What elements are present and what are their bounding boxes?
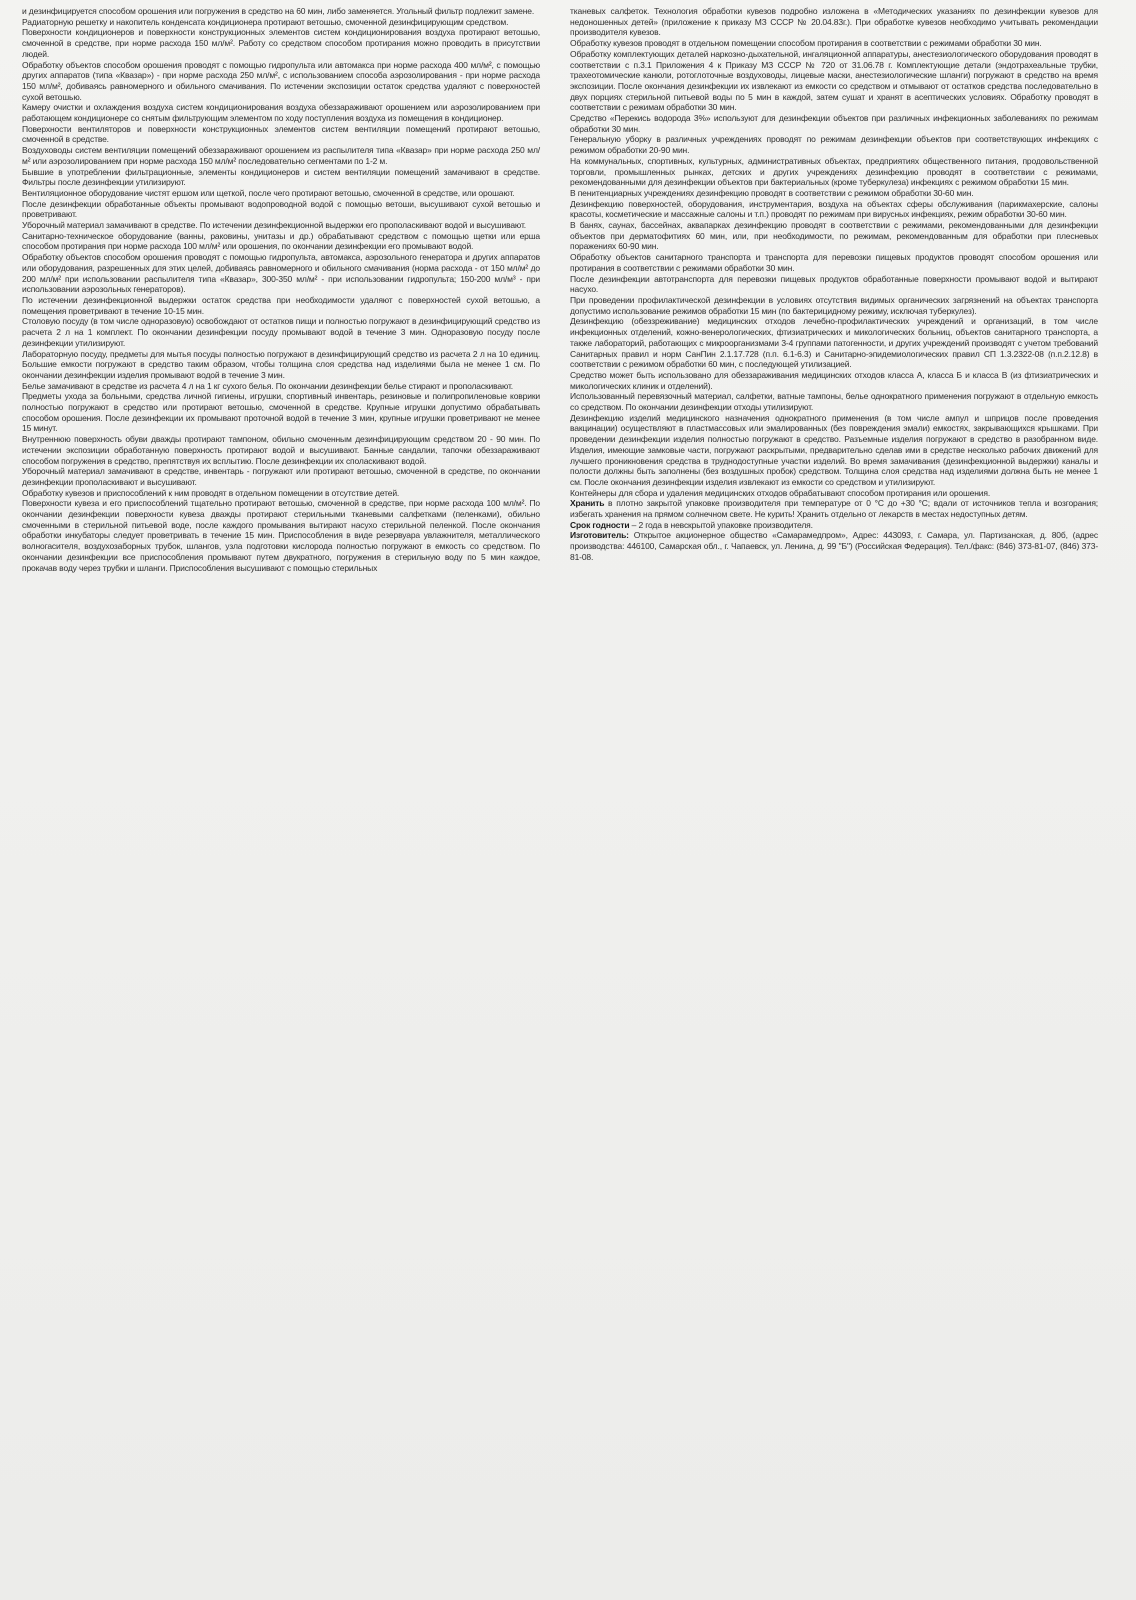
paragraph: По истечении дезинфекционной выдержки остаток средства при необходимости удаляют с поверхностей сухой ветошью, а помещения проветривают в течение 10-15 мин. <box>22 294 540 316</box>
paragraph: Внутреннюю поверхность обуви дважды протирают тампоном, обильно смоченным дезинфицирующим средством 20 - 90 мин. По истечении экспозиции обработанную поверхность протирают водой и высушивают. Банные сандалии, тапочки обеззараживают способом погружения в средство, препятствуя их всплытию. После дезинфекции их споласкивают водой. <box>22 434 540 466</box>
paragraph: Радиаторную решетку и накопитель конденсата кондиционера протирают ветошью, смоченной дезинфицирующим средством. <box>22 16 509 27</box>
paragraph: Дезинфекцию (обеззреживание) медицинских отходов лечебно-профилактических учреждений и организаций, в том числе инфекционных отделений, кожно-венерологических, фтизиатрических и микологических больниц, объектов санитарного транспорта, а также лабораторий, работающих с микроорганизмами 3-4 группами патогенности, и других учреждений производят с учетом требований Санитарных правил и норм СанПин 2.1.17.728 (п.п. 6.1-6.3) и Санитарно-эпидемиологических правил СП 1.3.2322-08 (п.п.2.12.8) в соответствии с режимом обработки 60 мин, с последующей утилизацией. <box>570 316 1098 370</box>
paragraph: Камеру очистки и охлаждения воздуха систем кондиционирования воздуха обеззараживают орошением или аэрозолированием при работающем кондиционере со снятым фильтрующим элементом по ходу поступления воздуха из помещения в кондиционер. <box>22 102 540 124</box>
paragraph: Обработку объектов способом орошения проводят с помощью гидропульта или автомакса при норме расхода 400 мл/м², с помощью других аппаратов (типа «Квазар») - при норме расхода 250 мл/м², с использованием способа аэрозолирования - при норме расхода 150 мл/м², добиваясь равномерного и обильного смачивания. По истечении экспозиции остаток средства удаляют с поверхностей сухой ветошью. <box>22 59 540 102</box>
paragraph: В пенитенциарных учреждениях дезинфекцию проводят в соответствии с режимом обработки 30-60 мин. <box>570 187 974 198</box>
right-paragraphs <box>570 6 1098 498</box>
paragraph: Бывшие в употреблении фильтрационные, элементы кондиционеров и систем вентиляции помещений замачивают в средстве. Фильтры после дезинфекции утилизируют. <box>22 166 540 188</box>
left-text-column <box>22 6 540 1600</box>
paragraph: Уборочный материал замачивают в средстве, инвентарь - погружают или протирают ветошью, смоченной в средстве, по окончании дезинфекции прополаскивают и высушивают. <box>22 466 540 487</box>
paragraph: Использованный перевязочный материал, салфетки, ватные тампоны, белье однократного применения погружают в отдельную емкость со средством. По окончании дезинфекции отходы утилизируют. <box>570 391 1098 413</box>
paragraph: Средство «Перекись водорода 3%» используют для дезинфекции объектов при различных инфекционных заболеваниях по режимам обработки 30 мин. <box>570 113 1098 134</box>
paragraph: На коммунальных, спортивных, культурных, административных объектах, предприятиях общественного питания, продовольственной торговли, промышленных рынках, детских и других учреждениях дезинфекцию проводят в соответствии с режимами, рекомендованными для дезинфекции объектов при бактериальных (кроме туберкулеза) инфекциях с режимом обработки 15 мин. <box>570 155 1098 188</box>
paragraph: Обработку объектов способом орошения проводят с помощью гидропульта, автомакса, аэрозольного генератора и других аппаратов или оборудования, разрешенных для этих целей, добиваясь равномерного и обильного смачивания (норма расхода - от 150 мл/м² до 200 мл/м² при использовании распылителя типа «Квазар», 300-350 мл/м² - при использовании гидропульта; 150-200 мл/м³ - при использовании аэрозольных генераторов). <box>22 252 540 295</box>
paragraph: Столовую посуду (в том числе одноразовую) освобождают от остатков пищи и полностью погружают в дезинфицирующий средство из расчета 2 л на 1 комплект. По окончании дезинфекции посуду промывают водой в течение 3 мин. Одноразовую посуду после дезинфекции утилизируют. <box>22 316 540 348</box>
paragraph: Поверхности вентиляторов и поверхности конструкционных элементов систем вентиляции помещений протирают ветошью, смоченной в средстве. <box>22 123 540 145</box>
paragraph: Дезинфекцию поверхностей, оборудования, инструментария, воздуха на объектах сферы обслуживания (парикмахерские, салоны красоты, косметические и массажные салоны и т.п.) проводят по режимам при вирусных инфекциях, режим обработки 30-60 мин. <box>570 198 1098 220</box>
paragraph: Контейнеры для сбора и удаления медицинских отходов обрабатывают способом протирания или орошения. <box>570 487 991 498</box>
paragraph: тканевых салфеток. Технология обработки кувезов подробно изложена в «Методических указаниях по дезинфекции кувезов для недоношенных детей» (приложение к приказу МЗ СССР № 20.04.83г.). При обработке кувезов необходимо учитывать рекомендации производителя кувезов. <box>570 6 1098 38</box>
manufacturer-text: Открытое акционерное общество «Самарамедпром», Адрес: 443093, г. Самара, ул. Партизанская, д. 80б, (адрес производства: 446100, Самарская обл., г. Чапаевск, ул. Ленина, д. 99 "Б") (Российская Федерация). Тел./факс: (846) 373-81-07, (846) 373-81-08. <box>570 530 1098 562</box>
storage-text: в плотно закрытой упаковке производителя при температуре от 0 °C до +30 °C; вдали от источников тепла и возгорания; избегать хранения на прямом солнечном свете. Не курить! Хранить отдельно от лекарств в местах недоступных детям. <box>570 498 1098 520</box>
paragraph: и дезинфицируется способом орошения или погружения в средство на 60 мин, либо заменяется. Угольный фильтр подлежит замене. <box>22 6 535 16</box>
paragraph: Обработку объектов санитарного транспорта и транспорта для перевозки пищевых продуктов проводят способом орошения или протирания в соответствии с режимами обработки 30 мин. <box>570 252 1098 273</box>
paragraph: Санитарно-техническое оборудование (ванны, раковины, унитазы и др.) обрабатывают средством с помощью щетки или ерша способом протирания при норме расхода 100 мл/м² или орошения, по окончании дезинфекции его промывают водой. <box>22 230 540 252</box>
paragraph: В банях, саунах, бассейнах, аквапарках дезинфекцию проводят в соответствии с режимами, рекомендованными для дезинфекции объектов при дерматофитиях 60 мин, или, при необходимости, по режимам, рекомендованным для обработки при плесневых поражениях 60-90 мин. <box>570 220 1098 252</box>
storage-label: Хранить <box>570 498 605 509</box>
right-text-column <box>570 6 1098 1600</box>
paragraph: Лабораторную посуду, предметы для мытья посуды полностью погружают в дезинфицирующий средство из расчета 2 л на 10 единиц. Большие емкости погружают в средство таким образом, чтобы толщина слоя средства над изделиями была не менее 1 см. По окончании дезинфекции изделия промывают водой в течение 3 мин. <box>22 348 540 380</box>
paragraph: Поверхности кувеза и его приспособлений тщательно протирают ветошью, смоченной в средстве, при норме расхода 100 мл/м². По окончании дезинфекции поверхности кувеза дважды протирают стерильными тканевыми салфетками (пеленками), обильно смоченными в стерильной питьевой воде, после каждого промывания вытирают насухо стерильной пеленкой. После окончания обработки инкубаторы следует проветривать в течение 15 мин. Приспособления в виде резервуара увлажнителя, металлического волногасителя, воздухозаборных трубок, шлангов, узла подготовки кислорода полностью погружают в емкость со средством. По окончании дезинфекции все приспособления промывают путем двукратного, погружения в стерильную воду по 5 мин каждое, прокачав воду через трубки и шланги. Приспособления высушивают с помощью стерильных <box>22 498 540 573</box>
paragraph: Уборочный материал замачивают в средстве. По истечении дезинфекционной выдержки его прополаскивают водой и высушивают. <box>22 220 526 231</box>
paragraph: Предметы ухода за больными, средства личной гигиены, игрушки, спортивный инвентарь, резиновые и полипропиленовые коврики полностью погружают в средство или протирают ветошью, смоченной в средстве. Крупные игрушки допустимо обрабатывать способом орошения. После дезинфекции их промывают проточной водой в течение 3 мин, крупные игрушки проветривают не менее 15 минут. <box>22 391 540 434</box>
paragraph: Поверхности кондиционеров и поверхности конструкционных элементов систем кондиционирования воздуха протирают ветошью, смоченной в средстве, при норме расхода 150 мл/м². Работу со средством способом протирания можно проводить в присутствии людей. <box>22 27 540 59</box>
manufacturer-label: Изготовитель: <box>570 530 629 541</box>
paragraph: Обработку кувезов и приспособлений к ним проводят в отдельном помещении в отсутствие детей. <box>22 487 400 498</box>
paragraph: При проведении профилактической дезинфекции в условиях отсутствия видимых органических загрязнений на объектах транспорта допустимо использование режимов обработки 15 мин (по бактерицидному режиму, исключая туберкулез). <box>570 294 1098 316</box>
shelf-life-text: – 2 года в невскрытой упаковке производителя. <box>629 519 813 530</box>
paragraph: Обработку кувезов проводят в отдельном помещении способом протирания в соответствии с режимами обработки 30 мин. <box>570 38 1042 49</box>
paragraph: Обработку комплектующих деталей наркозно-дыхательной, ингаляционной аппаратуры, анестезиологического оборудования проводят в соответствии с п.3.1 Приложения 4 к Приказу МЗ СССР № 720 от 31.06.78 г. Комплектующие детали (эндотрахеальные трубки, трахеотомические канюли, ротоглоточные воздуховоды, лицевые маски, анестезиологические шланги) погружают в средство на время экспозиции. После окончания дезинфекции их извлекают из емкости со средством и отмывают от остатков средства последовательно в двух порциях стерильной питьевой воды по 5 мин в каждой, затем сушат и хранят в асептических условиях. Обработку проводят в соответствии с режимам обработки 30 мин. <box>570 48 1098 113</box>
paragraph: Вентиляционное оборудование чистят ершом или щеткой, после чего протирают ветошью, смоченной в средстве, или орошают. <box>22 187 515 198</box>
paragraph: Средство может быть использовано для обеззараживания медицинских отходов класса А, класса Б и класса В (из фтизиатрических и микологических клиник и отделений). <box>570 369 1098 391</box>
paragraph: Воздуховоды систем вентиляции помещений обеззараживают орошением из распылителя типа «Квазар» при норме расхода 250 мл/м² или аэрозолированием при норме расхода 150 мл/м² последовательно сегментами по 1-2 м. <box>22 145 540 166</box>
paragraph: После дезинфекции автотранспорта для перевозки пищевых продуктов обработанные поверхности промывают водой и вытирают насухо. <box>570 273 1098 295</box>
storage-paragraph <box>570 498 1098 519</box>
paragraph: После дезинфекции обработанные объекты промывают водопроводной водой с помощью ветоши, высушивают сухой ветошью и проветривают. <box>22 198 540 220</box>
paragraph: Дезинфекцию изделий медицинского назначения однократного применения (в том числе ампул и шприцов после проведения вакцинации) осуществляют в пластмассовых или эмалированных (без повреждения эмали) емкостях, закрывающихся крышками. При проведении дезинфекции изделия полностью погружают в средство. Разъемные изделия погружают в средство в разобранном виде. Изделия, имеющие замковые части, погружают раскрытыми, предварительно сделав ими в средстве несколько рабочих движений для лучшего проникновения средства в труднодоступные участки изделий. Во время замачивания (дезинфекционной выдержки) каналы и полости должны быть заполнены (без воздушных пробок) средством. Толщина слоя средства над изделиями должна быть не менее 1 см. После окончания дезинфекции изделия извлекают из емкости со средством и утилизируют. <box>570 412 1098 487</box>
shelf-life-label: Срок годности <box>570 519 630 530</box>
manufacturer-paragraph <box>570 530 1098 562</box>
paragraph: Генеральную уборку в различных учреждениях проводят по режимам дезинфекции объектов при соответствующих инфекциях с режимом обработки 20-90 мин. <box>570 134 1098 156</box>
shelf-life-paragraph <box>570 520 1098 531</box>
paragraph: Белье замачивают в средстве из расчета 4 л на 1 кг сухого белья. По окончании дезинфекции белье стирают и прополаскивают. <box>22 380 514 391</box>
